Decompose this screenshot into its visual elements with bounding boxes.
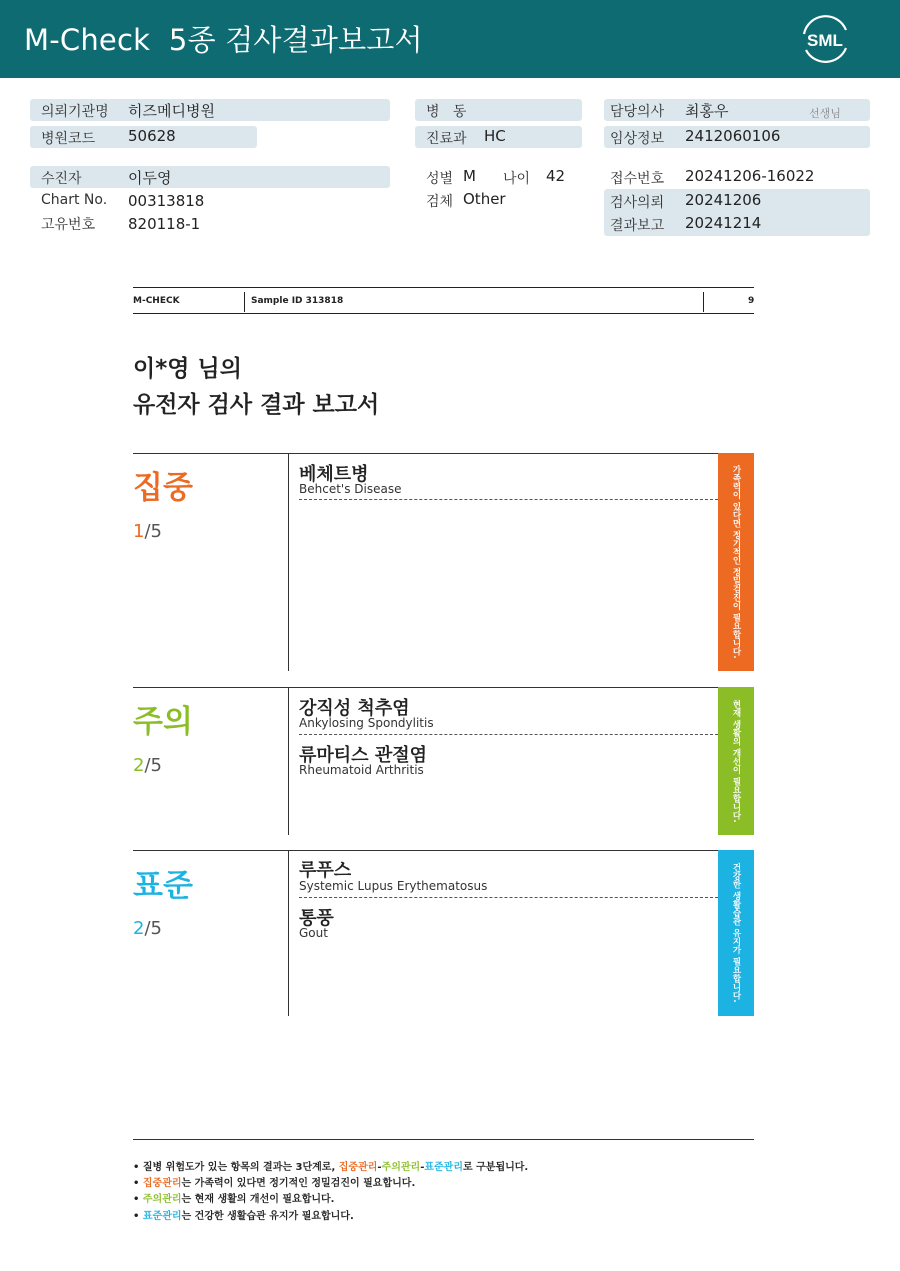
disease-name-ko: 베체트병	[299, 464, 369, 485]
chart-value: 00313818	[128, 192, 205, 210]
disease-name-en: Rheumatoid Arthritis	[299, 763, 424, 777]
ward-label: 병 동	[426, 104, 467, 120]
disease-divider	[299, 499, 718, 500]
disease-name-en: Ankylosing Spondylitis	[299, 716, 434, 730]
doctor-suffix: 선생님	[809, 107, 841, 120]
section-title-caution: 주의	[133, 704, 193, 740]
disease-name-en: Gout	[299, 926, 328, 940]
section-count-caution: 2/5	[133, 755, 162, 776]
section-side-text-standard: 건강한 생활습관 유지가 필요합니다.	[731, 863, 741, 1003]
sml-logo-icon	[796, 12, 854, 66]
department-value: HC	[484, 127, 506, 145]
unique-value: 820118-1	[128, 215, 201, 233]
footnote-divider	[133, 1139, 754, 1140]
sex-value: M	[463, 167, 476, 185]
disease-name-ko: 루푸스	[299, 860, 352, 881]
section-divider	[133, 687, 754, 688]
patient-row	[30, 166, 390, 188]
footnote-4: • 표준관리는 건강한 생활습관 유지가 필요합니다.	[133, 1211, 354, 1222]
department-label: 진료과	[426, 131, 467, 147]
hospital-code-label: 병원코드	[41, 131, 96, 147]
section-count-focus: 1/5	[133, 521, 162, 542]
footnote-2: • 집중관리는 가족력이 있다면 정기적인 정밀검진이 필요합니다.	[133, 1178, 416, 1189]
report-header-top-line	[133, 287, 754, 288]
section-vertical-line	[288, 453, 289, 671]
institution-value: 히즈메디병원	[128, 102, 215, 120]
receipt-label: 접수번호	[610, 171, 665, 187]
section-title-standard: 표준	[133, 868, 193, 904]
section-side-bar-caution	[718, 687, 754, 835]
disease-name-ko: 통풍	[299, 908, 334, 929]
disease-name-ko: 강직성 척추염	[299, 698, 410, 719]
section-title-focus: 집중	[133, 470, 193, 506]
section-side-bar-standard	[718, 850, 754, 1016]
disease-name-ko: 류마티스 관절염	[299, 745, 427, 766]
section-vertical-line	[288, 687, 289, 835]
clinical-info-value: 2412060106	[685, 127, 781, 145]
chart-label: Chart No.	[41, 192, 108, 208]
footnote-1: • 질병 위험도가 있는 항목의 결과는 3단계로, 집중관리-주의관리-표준관리로 구분됩니다.	[133, 1162, 529, 1173]
section-side-bar-focus	[718, 453, 754, 671]
section-side-text-caution: 현재 생활의 개선이 필요합니다.	[731, 699, 741, 823]
report-header-separator	[244, 292, 245, 312]
request-label: 검사의뢰	[610, 195, 665, 211]
page-number: 9	[748, 296, 755, 306]
disease-name-en: Systemic Lupus Erythematosus	[299, 879, 488, 893]
specimen-label: 검체	[426, 194, 454, 210]
receipt-value: 20241206-16022	[685, 167, 815, 185]
section-divider	[133, 850, 754, 851]
disease-divider	[299, 734, 718, 735]
disease-name-en: Behcet's Disease	[299, 482, 402, 496]
report-header-bar	[0, 0, 900, 78]
report-header-separator	[703, 292, 704, 312]
section-side-text-focus: 가족력이 있다면 정기적인 정밀검진이 필요합니다.	[731, 465, 741, 659]
specimen-value: Other	[463, 190, 506, 208]
section-divider	[133, 453, 754, 454]
logo-text: SML	[807, 31, 843, 50]
greeting-line-2: 유전자 검사 결과 보고서	[133, 392, 380, 418]
report-title: M-Check 5종 검사결과보고서	[24, 23, 423, 57]
sample-id: Sample ID 313818	[251, 296, 344, 306]
doctor-value: 최홍우	[685, 102, 729, 120]
report-date-value: 20241214	[685, 214, 762, 232]
age-value: 42	[546, 167, 566, 185]
footnote-3: • 주의관리는 현재 생활의 개선이 필요합니다.	[133, 1194, 335, 1205]
section-vertical-line	[288, 850, 289, 1016]
hospital-code-value: 50628	[128, 127, 176, 145]
patient-label: 수진자	[41, 171, 82, 187]
greeting-line-1: 이*영 님의	[133, 356, 242, 382]
patient-value: 이두영	[128, 169, 172, 187]
sex-label: 성별	[426, 171, 454, 187]
report-header-bottom-line	[133, 313, 754, 314]
disease-divider	[299, 897, 718, 898]
clinical-info-label: 임상정보	[610, 131, 665, 147]
age-label: 나이	[503, 171, 531, 187]
institution-label: 의뢰기관명	[41, 104, 109, 120]
doctor-label: 담당의사	[610, 104, 665, 120]
unique-label: 고유번호	[41, 217, 96, 233]
section-count-standard: 2/5	[133, 918, 162, 939]
report-date-label: 결과보고	[610, 218, 665, 234]
request-value: 20241206	[685, 191, 762, 209]
report-brand: M-CHECK	[133, 296, 180, 306]
